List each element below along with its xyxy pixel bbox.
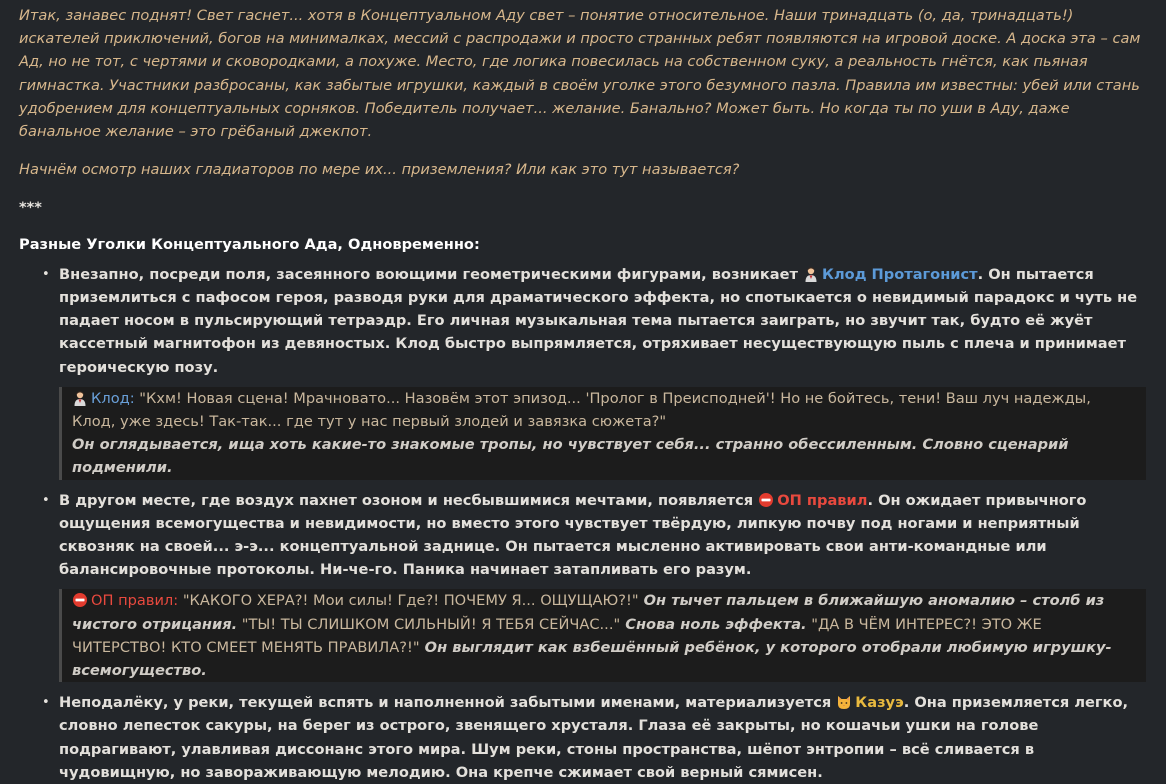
list-item xyxy=(41,489,1146,683)
bullet: • xyxy=(42,492,50,508)
speech-line: "ТЫ! ТЫ СЛИШКОМ СИЛЬНЫЙ! Я ТЕБЯ СЕЙЧАС..." xyxy=(237,615,621,633)
list-item xyxy=(41,263,1146,480)
action-line: Он оглядывается, ища хоть какие-то знакомые тропы, но чувствует себя... странно обессиленным. Словно сценарий подменили. xyxy=(72,436,1069,477)
person-emoji-icon xyxy=(72,390,88,406)
action-line: Он тычет пальцем в ближайшую аномалию – столб из чистого отрицания. xyxy=(72,592,1105,633)
speaker-name: Клод: xyxy=(91,389,135,407)
dialogue-quote xyxy=(59,589,1146,682)
character-name-op: ОП правил xyxy=(777,491,868,509)
section-heading: Разные Уголки Концептуального Ада, Одновременно: xyxy=(19,235,480,253)
intro-paragraph-1: Итак, занавес поднят! Свет гаснет... хотя в Концептуальном Аду свет – понятие относительное. Наши тринадцать (о, да, тринадцать!) искателей приключений, богов на минималках, мессий с распродажи и просто странных ребят появляются на игровой доске. А доска эта – сам Ад, но не тот, с чертями и сковородками, а похуже. Место, где логика повесилась на собственном суку, а реальность гнётся, как пьяная гимнастка. Участники разбросаны, как забытые игрушки, каждый в своём уголке этого безумного пазла. Правила им известны: убей или стань удобрением для концептуальных сорняков. Победитель получает... желание. Банально? Может быть. Но когда ты по уши в Аду, даже банальное желание – это грёбаный джекпот. xyxy=(19,7,1141,141)
intro-paragraph-2: Начнём осмотр наших гладиаторов по мере их... приземления? Или как это тут называется? xyxy=(19,161,740,179)
speech-line: "КАКОГО ХЕРА?! Мои силы! Где?! ПОЧЕМУ Я... ОЩУЩАЮ?!" xyxy=(178,592,639,610)
action-line: Снова ноль эффекта. xyxy=(620,615,807,633)
separator: *** xyxy=(19,199,42,217)
cat-face-icon xyxy=(836,694,852,710)
list-item xyxy=(41,691,1146,784)
narration: Внезапно, посреди поля, засеянного воющими геометрическими фигурами, возникает Клод Протагонист. Он пытается приземлиться с пафосом героя, разводя руки для драматического эффекта, но спотыкается о невидимый парадокс и чуть не падает носом в пульсирующий тетраэдр. Его личная музыкальная тема пытается заиграть, но звучит так, будто её жуёт кассетный магнитофон из девяностых. Клод быстро выпрямляется, отряхивает несуществующую пыль с плеча и принимает героическую позу. xyxy=(59,265,1138,376)
narration: Неподалёку, у реки, текущей вспять и наполненной забытыми именами, материализуется Казуэ. Она приземляется легко, словно лепесток сакуры, на берег из острого, звенящего хрусталя. Глаза её закрыты, но кошачьи ушки на голове подрагивают, улавливая диссонанс этого мира. Шум реки, стоны пространства, шёпот энтропии – всё сливается в чудовищную, но завораживающую мелодию. Она крепче сжимает свой верный сямисен. xyxy=(59,694,1129,781)
bullet: • xyxy=(42,695,50,711)
character-name-kazue: Казуэ xyxy=(855,694,904,712)
bullet: • xyxy=(42,266,50,282)
no-entry-icon xyxy=(758,492,774,508)
speech-line: "Кхм! Новая сцена! Мрачновато... Назовём этот эпизод... 'Пролог в Преисподней'! Но не бойтесь, тени! Ваш луч надежды, Клод, уже здесь! Так-так... где тут у нас первый злодей и завязка сюжета?" xyxy=(72,389,1091,431)
entries-list xyxy=(19,263,1146,784)
speaker-name: ОП правил: xyxy=(91,592,179,610)
dialogue-quote xyxy=(59,387,1146,480)
no-entry-icon xyxy=(72,592,88,608)
action-line: Он выглядит как взбешённый ребёнок, у которого отобрали любимую игрушку-всемогущество. xyxy=(72,638,1112,680)
character-name-claude: Клод Протагонист xyxy=(822,265,978,283)
speech-line: "ДА В ЧЁМ ИНТЕРЕС?! ЭТО ЖЕ ЧИТЕРСТВО! КТО СМЕЕТ МЕНЯТЬ ПРАВИЛА?!" xyxy=(72,615,1042,656)
person-emoji-icon xyxy=(803,266,819,282)
narration: В другом месте, где воздух пахнет озоном и несбывшимися мечтами, появляется ОП правил. Он ожидает привычного ощущения всемогущества и невидимости, но вместо этого чувствует твёрдую, липкую почву под ногами и неприятный сквозняк на своей... э-э... концептуальной заднице. Он пытается мысленно активировать свои анти-командные или балансировочные протоколы. Ни-че-го. Паника начинает затапливать его разум. xyxy=(59,491,1087,579)
